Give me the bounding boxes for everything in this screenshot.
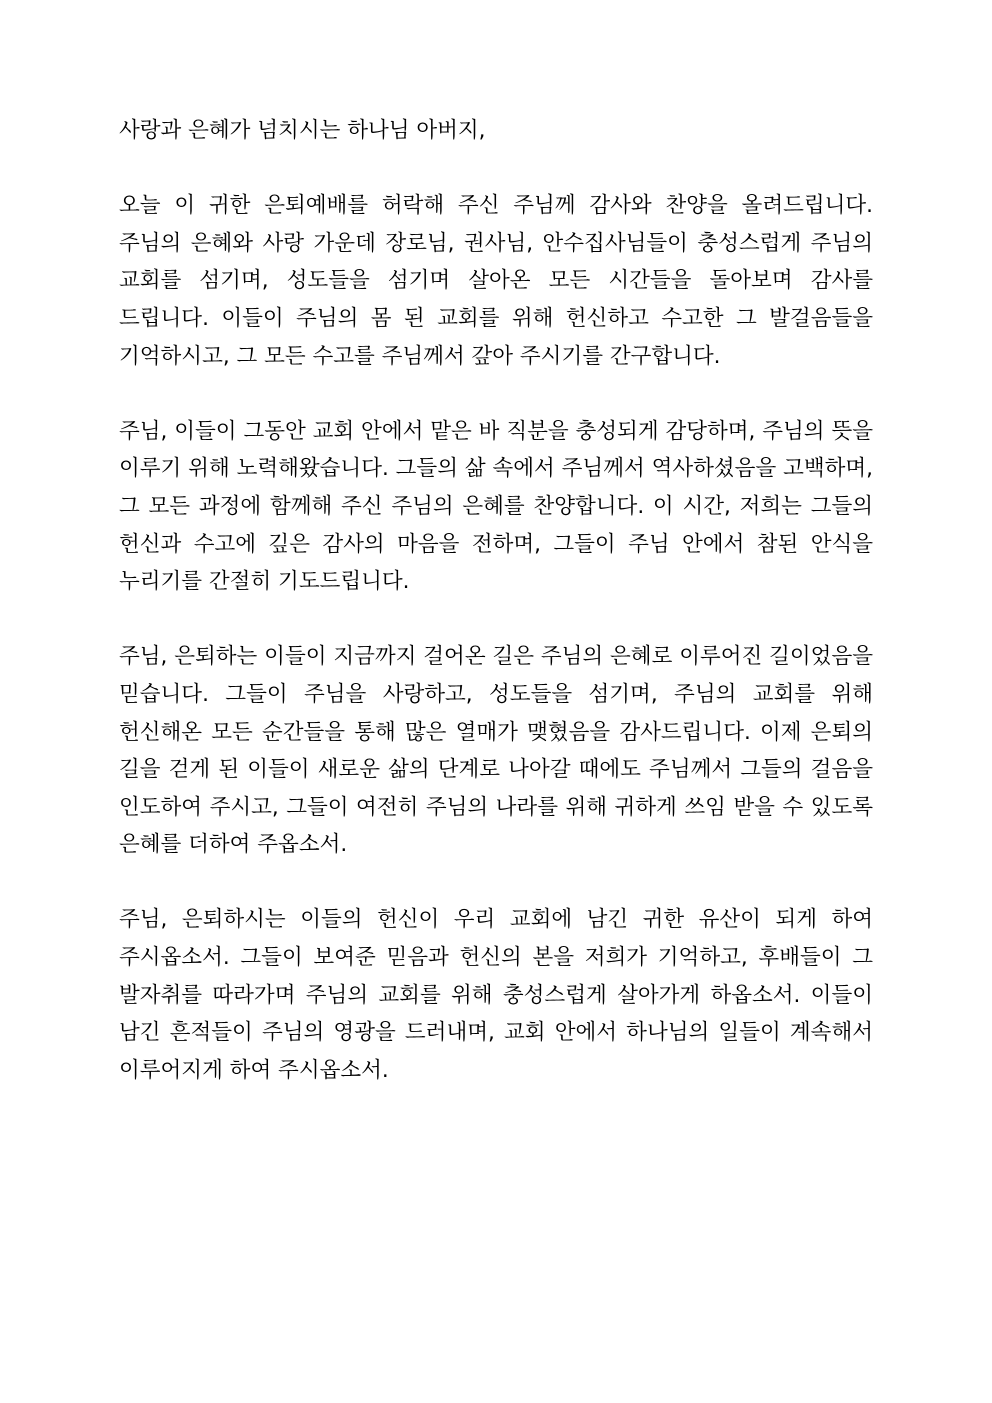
prayer-text-body xyxy=(119,112,873,1127)
paragraph-2: 주님, 이들이 그동안 교회 안에서 맡은 바 직분을 충성되게 감당하며, 주님의 뜻을 이루기 위해 노력해왔습니다. 그들의 삶 속에서 주님께서 역사하셨음을 고백하며, 그 모든 과정에 함께해 주신 주님의 은혜를 찬양합니다. 이 시간, 저희는 그들의 헌신과 수고에 깊은 감사의 마음을 전하며, 그들이 주님 안에서 참된 안식을 누리기를 간절히 기도드립니다. xyxy=(119,418,873,595)
greeting-line: 사랑과 은혜가 넘치시는 하나님 아버지, xyxy=(119,118,486,143)
paragraph-4: 주님, 은퇴하시는 이들의 헌신이 우리 교회에 남긴 귀한 유산이 되게 하여 주시옵소서. 그들이 보여준 믿음과 헌신의 본을 저희가 기억하고, 후배들이 그 발자취를 따라가며 주님의 교회를 위해 충성스럽게 살아가게 하옵소서. 이들이 남긴 흔적들이 주님의 영광을 드러내며, 교회 안에서 하나님의 일들이 계속해서 이루어지게 하여 주시옵소서. xyxy=(119,907,873,1083)
paragraph-3: 주님, 은퇴하는 이들이 지금까지 걸어온 길은 주님의 은혜로 이루어진 길이었음을 믿습니다. 그들이 주님을 사랑하고, 성도들을 섬기며, 주님의 교회를 위해 헌신해온 모든 순간들을 통해 많은 열매가 맺혔음을 감사드립니다. 이제 은퇴의 길을 걷게 된 이들이 새로운 삶의 단계로 나아갈 때에도 주님께서 그들의 걸음을 인도하여 주시고, 그들이 여전히 주님의 나라를 위해 귀하게 쓰임 받을 수 있도록 은혜를 더하여 주옵소서. xyxy=(119,644,873,858)
paragraph-1: 오늘 이 귀한 은퇴예배를 허락해 주신 주님께 감사와 찬양을 올려드립니다. 주님의 은혜와 사랑 가운데 장로님, 권사님, 안수집사님들이 충성스럽게 주님의 교회를 섬기며, 성도들을 섬기며 살아온 모든 시간들을 돌아보며 감사를 드립니다. 이들이 주님의 몸 된 교회를 위해 헌신하고 수고한 그 발걸음들을 기억하시고, 그 모든 수고를 주님께서 갚아 주시기를 간구합니다. xyxy=(119,193,873,369)
